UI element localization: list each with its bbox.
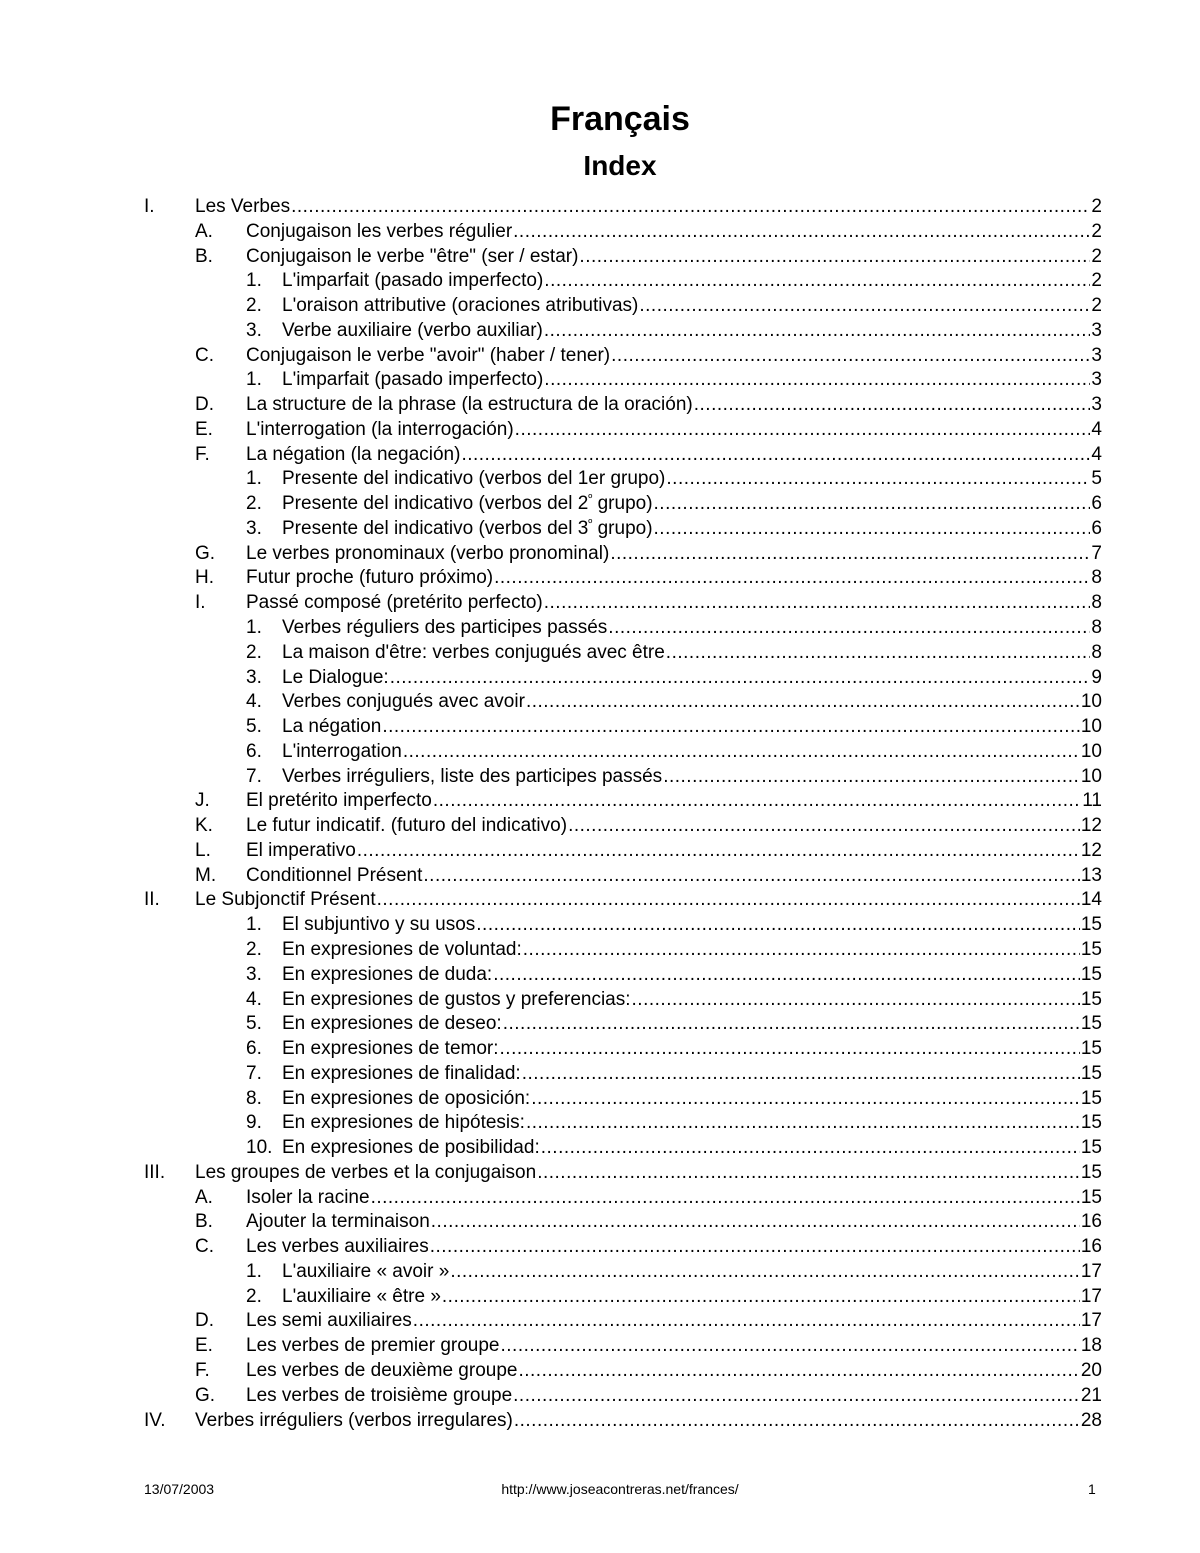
toc-entry-page: 8 bbox=[1091, 567, 1102, 589]
toc-entry-number: 2. bbox=[246, 295, 262, 317]
toc-entry[interactable] bbox=[144, 913, 1102, 938]
toc-entry-title: L'imparfait (pasado imperfecto) bbox=[282, 369, 544, 391]
toc-entry-page: 15 bbox=[1080, 1186, 1102, 1208]
toc-entry-title: L'imparfait (pasado imperfecto) bbox=[282, 270, 544, 292]
document-title: Français bbox=[550, 100, 690, 138]
toc-entry-title: En expresiones de gustos y preferencias: bbox=[282, 988, 631, 1010]
toc-entry-page: 2 bbox=[1091, 196, 1102, 217]
toc-entry[interactable] bbox=[144, 641, 1102, 666]
footer-url: http://www.joseacontreras.net/frances/ bbox=[501, 1481, 739, 1497]
toc-entry-page: 10 bbox=[1080, 740, 1102, 762]
dot-leader bbox=[382, 715, 1080, 740]
dot-leader bbox=[531, 1087, 1080, 1112]
toc-entry[interactable] bbox=[144, 269, 1102, 294]
dot-leader bbox=[500, 1334, 1079, 1359]
toc-entry-number: 2. bbox=[246, 1285, 262, 1307]
toc-entry[interactable] bbox=[144, 443, 1102, 468]
toc-entry-title-part: grupo) bbox=[592, 517, 653, 539]
toc-entry-title: Conjugaison le verbe "être" (ser / estar) bbox=[246, 245, 579, 267]
toc-entry-number: C. bbox=[195, 344, 214, 366]
toc-entry-page: 15 bbox=[1080, 963, 1102, 985]
toc-entry[interactable] bbox=[144, 319, 1102, 344]
toc-entry-page: 10 bbox=[1080, 716, 1102, 738]
toc-entry-page: 3 bbox=[1091, 394, 1102, 416]
toc-entry-page: 20 bbox=[1080, 1359, 1102, 1381]
dot-leader bbox=[461, 443, 1090, 468]
toc-entry-page: 15 bbox=[1080, 1112, 1102, 1134]
toc-entry-title: Futur proche (futuro próximo) bbox=[246, 567, 494, 589]
toc-entry-number: 9. bbox=[246, 1112, 262, 1134]
toc-entry-page: 3 bbox=[1091, 319, 1102, 341]
toc-entry-number: M. bbox=[195, 864, 217, 886]
dot-leader bbox=[518, 1359, 1079, 1384]
toc-entry-title bbox=[282, 492, 653, 517]
toc-entry-page: 15 bbox=[1080, 1087, 1102, 1109]
toc-entry[interactable] bbox=[144, 839, 1102, 864]
toc-entry-number: 6. bbox=[246, 1038, 262, 1060]
toc-entry-number: 4. bbox=[246, 988, 262, 1010]
dot-leader bbox=[611, 344, 1090, 369]
toc-entry[interactable] bbox=[144, 1384, 1102, 1409]
dot-leader bbox=[513, 220, 1090, 245]
toc-entry-number: E. bbox=[195, 1335, 213, 1357]
toc-entry-number: 10. bbox=[246, 1137, 273, 1159]
toc-entry-number: 6. bbox=[246, 740, 262, 762]
toc-entry-number: D. bbox=[195, 394, 214, 416]
toc-entry[interactable] bbox=[144, 1012, 1102, 1037]
dot-leader bbox=[442, 1285, 1080, 1310]
toc-entry-title: El imperativo bbox=[246, 839, 356, 861]
toc-entry-title: Les semi auxiliaires bbox=[246, 1310, 412, 1332]
toc-entry-title: L'auxiliaire « avoir » bbox=[282, 1260, 450, 1282]
dot-leader bbox=[476, 913, 1080, 938]
toc-entry-title: Verbes conjugués avec avoir bbox=[282, 691, 525, 713]
toc-entry[interactable] bbox=[144, 220, 1102, 245]
dot-leader bbox=[513, 1384, 1080, 1409]
dot-leader bbox=[544, 319, 1091, 344]
toc-entry-number: 4. bbox=[246, 691, 262, 713]
footer-page-number: 1 bbox=[1088, 1481, 1096, 1497]
index-heading: Index bbox=[583, 150, 657, 181]
toc-entry-page: 15 bbox=[1080, 914, 1102, 936]
toc-entry[interactable] bbox=[144, 517, 1102, 542]
toc-entry-title: El subjuntivo y su usos bbox=[282, 914, 476, 936]
toc-entry-page: 28 bbox=[1080, 1409, 1102, 1431]
toc-entry-title: Les Verbes bbox=[195, 196, 291, 217]
dot-leader bbox=[403, 740, 1080, 765]
dot-leader bbox=[503, 1012, 1080, 1037]
toc-entry[interactable] bbox=[144, 938, 1102, 963]
toc-entry-number: 7. bbox=[246, 765, 262, 787]
toc-entry[interactable] bbox=[144, 566, 1102, 591]
toc-entry-page: 15 bbox=[1080, 1013, 1102, 1035]
dot-leader bbox=[493, 963, 1080, 988]
toc-entry[interactable] bbox=[144, 1161, 1102, 1186]
dot-leader bbox=[654, 517, 1091, 542]
dot-leader bbox=[654, 492, 1091, 517]
dot-leader bbox=[579, 245, 1090, 270]
toc-entry-number: 5. bbox=[246, 716, 262, 738]
toc-entry-number: 1. bbox=[246, 1260, 262, 1282]
toc-entry[interactable] bbox=[144, 1087, 1102, 1112]
toc-entry-title: Les verbes de troisième groupe bbox=[246, 1384, 513, 1406]
toc-entry-number: L. bbox=[195, 839, 211, 861]
toc-entry-number: 2. bbox=[246, 641, 262, 663]
dot-leader bbox=[639, 294, 1090, 319]
toc-entry-title-part: grupo) bbox=[592, 493, 653, 515]
toc-entry-page: 10 bbox=[1080, 765, 1102, 787]
toc-entry[interactable] bbox=[144, 765, 1102, 790]
toc-entry-number: II. bbox=[144, 889, 160, 911]
toc-entry[interactable] bbox=[144, 1136, 1102, 1161]
toc-entry-title: La maison d'être: verbes conjugués avec être bbox=[282, 641, 665, 663]
toc-entry-title: La négation bbox=[282, 716, 382, 738]
toc-entry-number: H. bbox=[195, 567, 214, 589]
toc-entry[interactable] bbox=[144, 814, 1102, 839]
toc-entry-page: 14 bbox=[1080, 889, 1102, 911]
toc-entry[interactable] bbox=[144, 368, 1102, 393]
toc-entry[interactable] bbox=[144, 467, 1102, 492]
toc-entry-page: 3 bbox=[1091, 344, 1102, 366]
toc-entry-title: En expresiones de temor: bbox=[282, 1038, 499, 1060]
toc-entry[interactable] bbox=[144, 492, 1102, 517]
toc-entry-title: En expresiones de finalidad: bbox=[282, 1062, 521, 1084]
toc-entry-title: En expresiones de posibilidad: bbox=[282, 1137, 540, 1159]
toc-entry-title: La négation (la negación) bbox=[246, 443, 461, 465]
dot-leader bbox=[568, 814, 1080, 839]
toc-entry-page: 21 bbox=[1080, 1384, 1102, 1406]
toc-entry-page: 17 bbox=[1080, 1310, 1102, 1332]
toc-entry-title: L'auxiliaire « être » bbox=[282, 1285, 441, 1307]
toc-entry-number: E. bbox=[195, 418, 213, 440]
toc-entry-title: Verbes réguliers des participes passés bbox=[282, 617, 608, 639]
dot-leader bbox=[608, 616, 1090, 641]
toc-entry-title: Isoler la racine bbox=[246, 1186, 370, 1208]
toc-entry-page: 8 bbox=[1091, 592, 1102, 614]
toc-entry[interactable] bbox=[144, 195, 1102, 220]
dot-leader bbox=[663, 765, 1080, 790]
toc-entry[interactable] bbox=[144, 1037, 1102, 1062]
toc-entry-title: Les verbes de deuxième groupe bbox=[246, 1359, 518, 1381]
toc-entry[interactable] bbox=[144, 1210, 1102, 1235]
toc-entry-title: Conjugaison le verbe "avoir" (haber / tener) bbox=[246, 344, 611, 366]
dot-leader bbox=[450, 1260, 1080, 1285]
toc-entry[interactable] bbox=[144, 740, 1102, 765]
toc-entry-title: En expresiones de hipótesis: bbox=[282, 1112, 525, 1134]
dot-leader bbox=[433, 789, 1081, 814]
dot-leader bbox=[514, 1409, 1080, 1434]
dot-leader bbox=[666, 467, 1090, 492]
toc-entry-number: 1. bbox=[246, 270, 262, 292]
toc-entry-number: G. bbox=[195, 542, 216, 564]
dot-leader bbox=[544, 269, 1090, 294]
dot-leader bbox=[526, 690, 1080, 715]
ordinal-superscript: º bbox=[588, 492, 593, 505]
dot-leader bbox=[610, 542, 1090, 567]
toc-entry-number: K. bbox=[195, 815, 213, 837]
toc-entry-title: Ajouter la terminaison bbox=[246, 1211, 430, 1233]
toc-entry-page: 2 bbox=[1091, 295, 1102, 317]
toc-entry-title-part: Presente del indicativo (verbos del 3 bbox=[282, 517, 589, 539]
toc-entry-number: J. bbox=[195, 790, 210, 812]
toc-entry-title: Verbes irréguliers, liste des participes passés bbox=[282, 765, 663, 787]
toc-entry-page: 15 bbox=[1080, 1161, 1102, 1183]
toc-entry-title: En expresiones de oposición: bbox=[282, 1087, 531, 1109]
toc-entry-page: 15 bbox=[1080, 988, 1102, 1010]
footer-date: 13/07/2003 bbox=[144, 1481, 215, 1497]
toc-entry-title: Verbes irréguliers (verbos irregulares) bbox=[195, 1409, 513, 1431]
toc-entry-page: 8 bbox=[1091, 641, 1102, 663]
toc-entry-title: Les verbes de premier groupe bbox=[246, 1335, 500, 1357]
toc-entry-number: C. bbox=[195, 1236, 214, 1258]
dot-leader bbox=[500, 1037, 1080, 1062]
toc-entry[interactable] bbox=[144, 1409, 1102, 1434]
toc-entry-page: 12 bbox=[1080, 815, 1102, 837]
toc-entry-page: 10 bbox=[1080, 691, 1102, 713]
toc-entry-page: 4 bbox=[1091, 418, 1102, 440]
toc-entry-number: IV. bbox=[144, 1409, 166, 1431]
toc-entry[interactable] bbox=[144, 616, 1102, 641]
toc-entry-title: L'oraison attributive (oraciones atributivas) bbox=[282, 295, 639, 317]
toc-entry-number: III. bbox=[144, 1161, 166, 1183]
toc-entry-page: 5 bbox=[1091, 468, 1102, 490]
toc-entry-number: 3. bbox=[246, 963, 262, 985]
toc-entry-page: 15 bbox=[1080, 1062, 1102, 1084]
toc-entry-page: 4 bbox=[1091, 443, 1102, 465]
ordinal-superscript: º bbox=[588, 517, 593, 530]
toc-entry[interactable] bbox=[144, 1235, 1102, 1260]
toc-entry-page: 2 bbox=[1091, 245, 1102, 267]
dot-leader bbox=[694, 393, 1091, 418]
toc-entry-title: El pretérito imperfecto bbox=[246, 790, 432, 812]
dot-leader bbox=[423, 864, 1079, 889]
dot-leader bbox=[371, 1186, 1080, 1211]
toc-entry[interactable] bbox=[144, 1260, 1102, 1285]
toc-entry-title: Le futur indicatif. (futuro del indicativo) bbox=[246, 815, 568, 837]
toc-entry-title: Les verbes auxiliaires bbox=[246, 1236, 429, 1258]
toc-entry[interactable] bbox=[144, 1309, 1102, 1334]
toc-entry-page: 2 bbox=[1091, 220, 1102, 242]
toc-entry-number: 5. bbox=[246, 1013, 262, 1035]
toc-entry[interactable] bbox=[144, 1359, 1102, 1384]
toc-entry[interactable] bbox=[144, 888, 1102, 913]
toc-entry-page: 15 bbox=[1080, 1038, 1102, 1060]
toc-entry-page: 8 bbox=[1091, 617, 1102, 639]
toc-entry-page: 16 bbox=[1080, 1211, 1102, 1233]
toc-entry-number: 2. bbox=[246, 493, 262, 515]
dot-leader bbox=[544, 368, 1090, 393]
dot-leader bbox=[390, 666, 1091, 691]
toc-entry-title: Le Dialogue: bbox=[282, 666, 389, 688]
toc-entry-title: Passé composé (pretérito perfecto) bbox=[246, 592, 543, 614]
toc-entry-title: Le Subjonctif Présent bbox=[195, 889, 376, 911]
toc-entry-number: 3. bbox=[246, 517, 262, 539]
toc-entry-number: D. bbox=[195, 1310, 214, 1332]
dot-leader bbox=[537, 1161, 1080, 1186]
toc-entry-title: La structure de la phrase (la estructura de la oración) bbox=[246, 394, 693, 416]
toc-entry[interactable] bbox=[144, 591, 1102, 616]
toc-entry-number: 3. bbox=[246, 319, 262, 341]
dot-leader bbox=[544, 591, 1091, 616]
toc-entry-title-part: Presente del indicativo (verbos del 2 bbox=[282, 493, 589, 515]
toc-entry-title: Le verbes pronominaux (verbo pronominal) bbox=[246, 542, 610, 564]
toc-entry[interactable] bbox=[144, 988, 1102, 1013]
toc-entry[interactable] bbox=[144, 1285, 1102, 1310]
dot-leader bbox=[413, 1309, 1080, 1334]
toc-entry-title: Les groupes de verbes et la conjugaison bbox=[195, 1161, 537, 1183]
toc-entry-page: 11 bbox=[1082, 790, 1102, 812]
toc-entry-title: En expresiones de duda: bbox=[282, 963, 493, 985]
toc-entry-number: 2. bbox=[246, 938, 262, 960]
toc-entry-title: Presente del indicativo (verbos del 1er grupo) bbox=[282, 468, 666, 490]
toc-entry-page: 2 bbox=[1091, 270, 1102, 292]
toc-entry[interactable] bbox=[144, 393, 1102, 418]
dot-leader bbox=[632, 988, 1080, 1013]
toc-entry-number: 1. bbox=[246, 369, 262, 391]
toc-entry-title: Conditionnel Présent bbox=[246, 864, 423, 886]
dot-leader bbox=[494, 566, 1090, 591]
toc-entry-page: 15 bbox=[1080, 938, 1102, 960]
toc-entry-number: 3. bbox=[246, 666, 262, 688]
toc-entry-number: G. bbox=[195, 1384, 216, 1406]
dot-leader bbox=[666, 641, 1091, 666]
toc-entry[interactable] bbox=[144, 294, 1102, 319]
toc-entry-number: 8. bbox=[246, 1087, 262, 1109]
toc-entry-number: A. bbox=[195, 1186, 213, 1208]
toc-entry-page: 6 bbox=[1091, 493, 1102, 515]
toc-entry[interactable] bbox=[144, 1062, 1102, 1087]
toc-entry-page: 15 bbox=[1080, 1137, 1102, 1159]
toc-entry-page: 16 bbox=[1080, 1236, 1102, 1258]
toc-entry-page: 6 bbox=[1091, 517, 1102, 539]
toc-entry[interactable] bbox=[144, 1186, 1102, 1211]
toc-entry-number: A. bbox=[195, 220, 213, 242]
toc-entry-page: 7 bbox=[1091, 542, 1102, 564]
toc-entry-page: 3 bbox=[1091, 369, 1102, 391]
dot-leader bbox=[523, 938, 1080, 963]
dot-leader bbox=[291, 195, 1090, 220]
toc-entry-title: Verbe auxiliaire (verbo auxiliar) bbox=[282, 319, 543, 341]
toc-entry[interactable] bbox=[144, 666, 1102, 691]
dot-leader bbox=[431, 1210, 1080, 1235]
toc-entry[interactable] bbox=[144, 344, 1102, 369]
toc-entry-title: L'interrogation (la interrogación) bbox=[246, 418, 514, 440]
toc-entry-number: I. bbox=[144, 196, 155, 217]
toc-entry[interactable] bbox=[144, 1111, 1102, 1136]
toc-entry[interactable] bbox=[144, 245, 1102, 270]
toc-entry-page: 17 bbox=[1080, 1285, 1102, 1307]
dot-leader bbox=[357, 839, 1080, 864]
toc-entry-number: 1. bbox=[246, 617, 262, 639]
dot-leader bbox=[522, 1062, 1080, 1087]
toc-entry-number: 7. bbox=[246, 1062, 262, 1084]
toc-entry[interactable] bbox=[144, 963, 1102, 988]
toc-entry-page: 13 bbox=[1080, 864, 1102, 886]
toc-entry[interactable] bbox=[144, 1334, 1102, 1359]
dot-leader bbox=[526, 1111, 1080, 1136]
table-of-contents bbox=[144, 195, 1102, 1433]
toc-entry-page: 9 bbox=[1091, 666, 1102, 688]
toc-entry-number: I. bbox=[195, 592, 206, 614]
toc-entry-title: En expresiones de voluntad: bbox=[282, 938, 522, 960]
toc-entry[interactable] bbox=[144, 418, 1102, 443]
dot-leader bbox=[377, 888, 1080, 913]
toc-entry[interactable] bbox=[144, 542, 1102, 567]
toc-entry-number: 1. bbox=[246, 914, 262, 936]
dot-leader bbox=[541, 1136, 1080, 1161]
toc-entry-page: 18 bbox=[1080, 1335, 1102, 1357]
toc-entry-page: 12 bbox=[1080, 839, 1102, 861]
toc-entry[interactable] bbox=[144, 715, 1102, 740]
toc-entry-page: 17 bbox=[1080, 1260, 1102, 1282]
toc-entry-title: Conjugaison les verbes régulier bbox=[246, 220, 513, 242]
toc-entry-title: L'interrogation bbox=[282, 740, 402, 762]
toc-entry-number: F. bbox=[195, 1359, 210, 1381]
toc-entry-number: B. bbox=[195, 245, 213, 267]
toc-entry[interactable] bbox=[144, 864, 1102, 889]
toc-entry-number: B. bbox=[195, 1211, 213, 1233]
toc-entry[interactable] bbox=[144, 690, 1102, 715]
toc-entry-number: F. bbox=[195, 443, 210, 465]
toc-entry-title: En expresiones de deseo: bbox=[282, 1013, 502, 1035]
toc-entry[interactable] bbox=[144, 789, 1102, 814]
dot-leader bbox=[515, 418, 1091, 443]
dot-leader bbox=[430, 1235, 1080, 1260]
toc-entry-number: 1. bbox=[246, 468, 262, 490]
toc-entry-title bbox=[282, 517, 653, 542]
